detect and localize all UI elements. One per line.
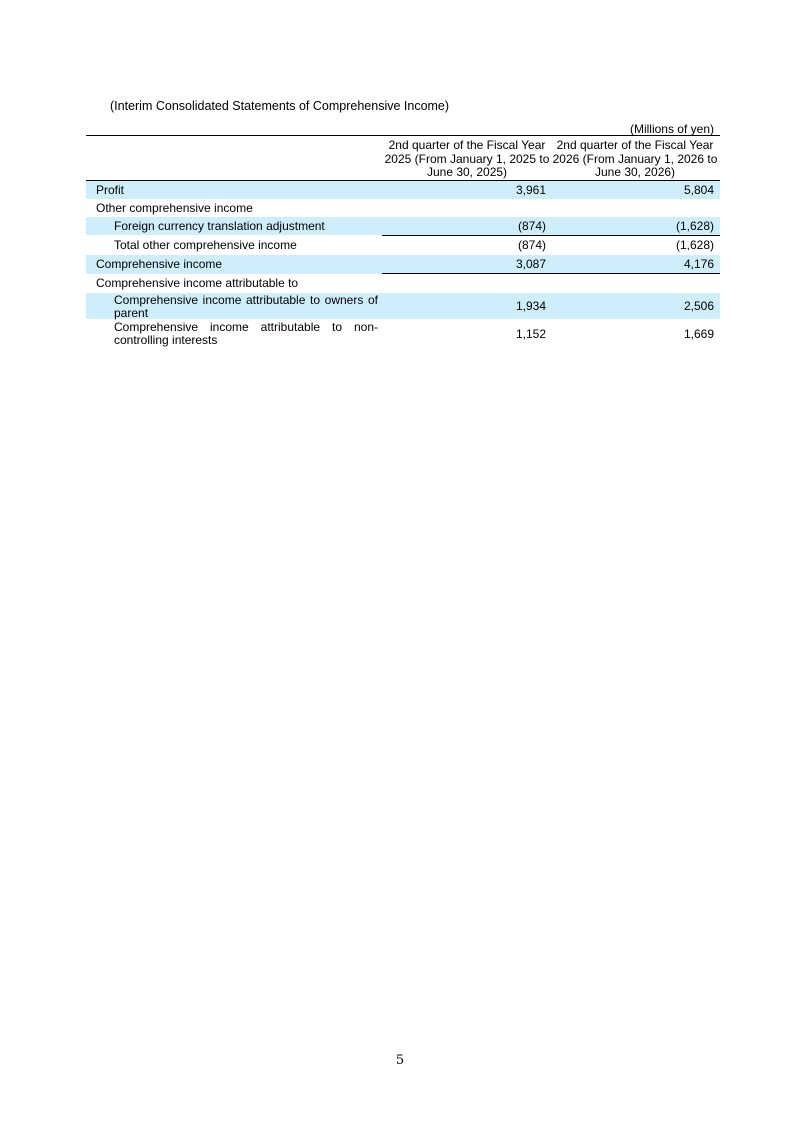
- row-value-fy2026: 4,176: [683, 257, 714, 271]
- row-value-fy2026: (1,628): [675, 238, 714, 252]
- row-value-fy2025: 1,152: [515, 327, 546, 341]
- row-value-fy2026: 5,804: [683, 183, 714, 197]
- column-header-fy2026: 2nd quarter of the Fiscal Year 2026 (From January 1, 2026 to June 30, 2026): [552, 138, 718, 179]
- table-row: [86, 274, 720, 292]
- column-header-fy2025: 2nd quarter of the Fiscal Year 2025 (From January 1, 2025 to June 30, 2025): [384, 138, 550, 179]
- row-value-fy2025: 3,087: [515, 257, 546, 271]
- table-row: [86, 181, 720, 199]
- row-label: Foreign currency translation adjustment: [114, 219, 325, 233]
- table-row: [86, 320, 720, 346]
- table-row: [86, 293, 720, 319]
- row-value-fy2025: 3,961: [515, 183, 546, 197]
- row-label: Comprehensive income attributable to non-controlling interests: [114, 320, 378, 347]
- row-label: Comprehensive income attributable to owners of parent: [114, 293, 378, 320]
- row-label: Comprehensive income attributable to: [96, 276, 299, 290]
- table-row: [86, 236, 720, 255]
- row-label: Total other comprehensive income: [114, 238, 297, 252]
- row-label: Other comprehensive income: [96, 201, 253, 215]
- row-label: Comprehensive income: [96, 257, 223, 271]
- page-number: 5: [395, 1053, 405, 1068]
- table-row: [86, 255, 720, 274]
- row-value-fy2025: (874): [517, 219, 546, 233]
- unit-label: (Millions of yen): [629, 122, 714, 136]
- table-row: [86, 217, 720, 235]
- table-row: [86, 199, 720, 217]
- row-value-fy2026: (1,628): [675, 219, 714, 233]
- row-value-fy2025: (874): [517, 238, 546, 252]
- row-value-fy2026: 1,669: [683, 327, 714, 341]
- statement-title: (Interim Consolidated Statements of Comprehensive Income): [110, 99, 450, 113]
- row-value-fy2025: 1,934: [515, 299, 546, 313]
- row-label: Profit: [96, 183, 125, 197]
- row-value-fy2026: 2,506: [683, 299, 714, 313]
- table-top-rule: [86, 135, 720, 136]
